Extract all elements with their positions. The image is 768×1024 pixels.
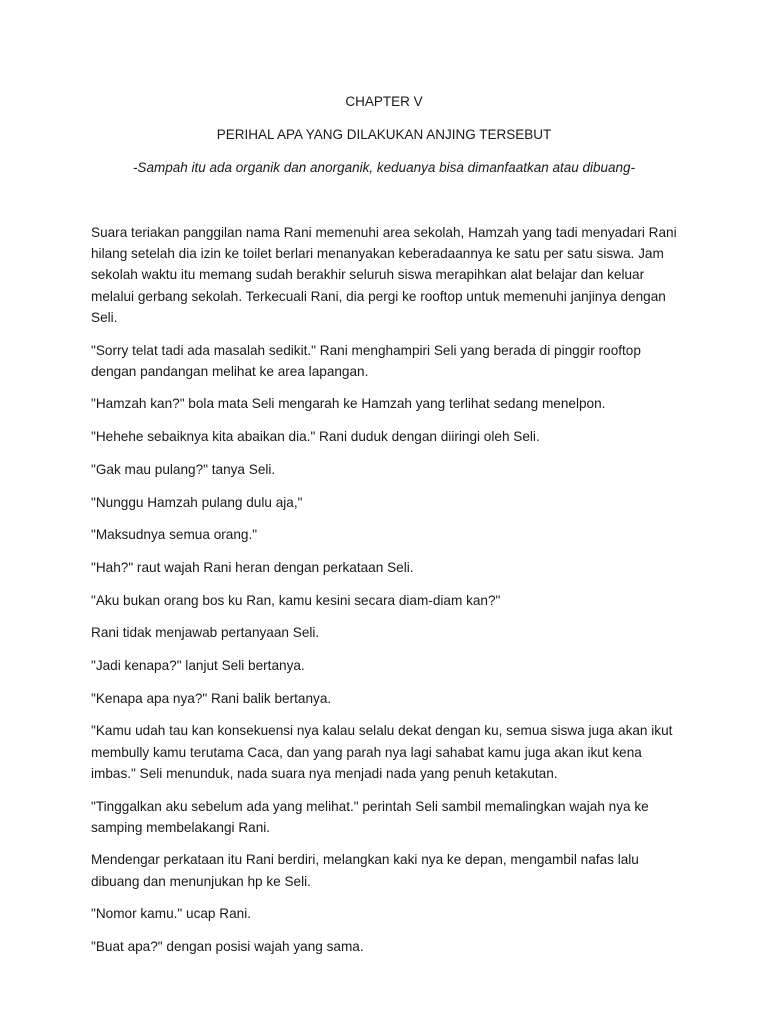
paragraph: "Maksudnya semua orang." — [91, 527, 258, 543]
paragraph: Rani tidak menjawab pertanyaan Seli. — [91, 625, 320, 641]
chapter-heading: CHAPTER V — [345, 94, 423, 109]
paragraph: "Nomor kamu." ucap Rani. — [91, 906, 251, 922]
chapter-title: PERIHAL APA YANG DILAKUKAN ANJING TERSEBUT — [216, 127, 552, 142]
paragraph: "Sorry telat tadi ada masalah sedikit." Rani menghampiri Seli yang berada di pinggir rooftop dengan pandangan melihat ke area lapangan. — [91, 342, 641, 379]
paragraph: "Kenapa apa nya?" Rani balik bertanya. — [91, 690, 332, 706]
paragraph: "Buat apa?" dengan posisi wajah yang sama. — [91, 939, 364, 955]
paragraph: "Hah?" raut wajah Rani heran dengan perkataan Seli. — [91, 559, 414, 575]
paragraph: "Jadi kenapa?" lanjut Seli bertanya. — [91, 658, 305, 674]
paragraph: "Gak mau pulang?" tanya Seli. — [91, 461, 276, 477]
paragraph: "Tinggalkan aku sebelum ada yang melihat." perintah Seli sambil memalingkan wajah nya ke samping membelakangi Rani. — [91, 798, 649, 835]
paragraph: "Hehehe sebaiknya kita abaikan dia." Rani duduk dengan diiringi oleh Seli. — [91, 429, 540, 445]
paragraph: "Kamu udah tau kan konsekuensi nya kalau selalu dekat dengan ku, semua siswa juga akan ikut membully kamu terutama Caca, dan yang parah nya lagi sahabat kamu juga akan ikut kena imbas." Seli menunduk, nada suara nya menjadi nada yang penuh ketakutan. — [91, 723, 673, 781]
paragraph: "Nunggu Hamzah pulang dulu aja," — [91, 494, 303, 510]
body-text — [91, 222, 681, 969]
paragraph: Suara teriakan panggilan nama Rani memenuhi area sekolah, Hamzah yang tadi menyadari Rani hilang setelah dia izin ke toilet berlari menanyakan keberadaannya ke satu per satu siswa. Jam sekolah waktu itu memang sudah berakhir seluruh siswa merapihkan alat belajar dan keluar melalui gerbang sekolah. Terkecuali Rani, dia pergi ke rooftop untuk memenuhi janjinya dengan Seli. — [91, 225, 677, 325]
paragraph: Mendengar perkataan itu Rani berdiri, melangkan kaki nya ke depan, mengambil nafas lalu dibuang dan menunjukan hp ke Seli. — [91, 852, 639, 889]
paragraph: "Hamzah kan?" bola mata Seli mengarah ke Hamzah yang terlihat sedang menelpon. — [91, 396, 606, 412]
epigraph: -Sampah itu ada organik dan anorganik, keduanya bisa dimanfaatkan atau dibuang- — [132, 160, 636, 175]
paragraph: "Aku bukan orang bos ku Ran, kamu kesini secara diam-diam kan?" — [91, 592, 501, 608]
